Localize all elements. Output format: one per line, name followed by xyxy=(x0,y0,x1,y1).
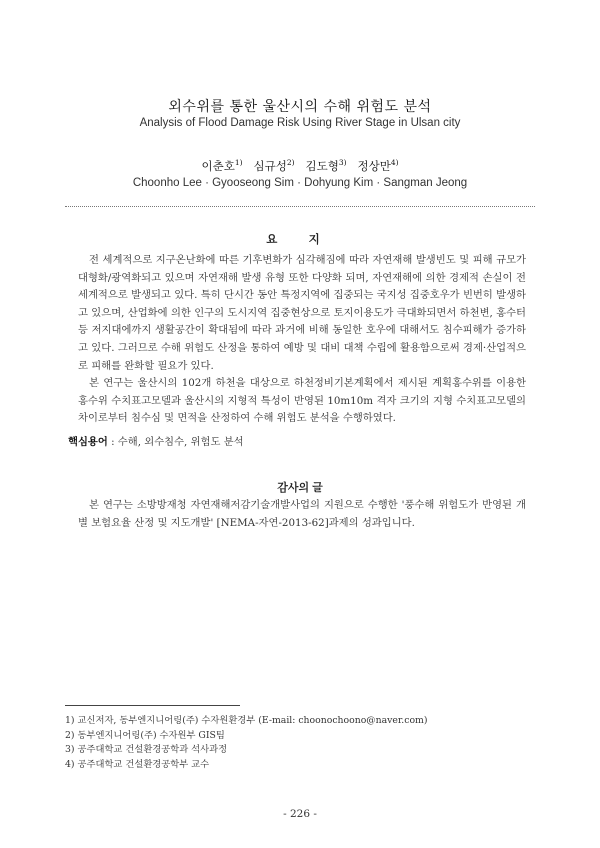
keywords-text: : 수해, 외수침수, 위험도 분석 xyxy=(107,436,244,448)
acknowledgment-heading: 감사의 글 xyxy=(277,482,323,494)
authors-english: Choonho Lee · Gyooseong Sim · Dohyung Kim · Sangman Jeong xyxy=(132,177,468,189)
footnotes xyxy=(65,714,535,772)
keywords xyxy=(68,433,528,448)
footnote: 2) 동부엔지니어링(주) 수자원부 GIS팀 xyxy=(65,729,225,741)
footnote: 1) 교신저자, 동부엔지니어링(주) 수자원환경부 (E-mail: choonochoono@naver.com) xyxy=(65,715,428,726)
author-mark: 4) xyxy=(390,158,399,168)
author-name: 김도형 xyxy=(305,159,339,173)
author-mark: 1) xyxy=(234,158,243,168)
acknowledgment-text: 본 연구는 소방방재청 자연재해저감기술개발사업의 지원으로 수행한 '풍수해 위험도가 반영된 개별 보험요율 산정 및 지도개발' [NEMA-자연-2013-62]과제의 성과입니다. xyxy=(78,499,526,529)
page-number: - 226 - xyxy=(283,808,317,820)
acknowledgment-body xyxy=(78,497,526,532)
abstract-paragraph: 전 세계적으로 지구온난화에 따른 기후변화가 심각해짐에 따라 자연재해 발생빈도 및 피해 규모가 대형화/광역화되고 있으며 자연재해 발생 유형 또한 다양화 되며, 자연재해에 의한 경제적 손실이 전 세계적으로 발생되고 있다. 특히 단시간 동안 특정지역에 집중되는 국지성 집중호우가 빈번히 발생하고 있으며, 산업화에 의한 인구의 도시지역 집중현상으로 토지이용도가 극대화되면서 하천변, 홍수터 등 저지대에까지 생활공간이 확대됨에 따라 과거에 비해 동일한 호우에 대해서도 침수피해가 증가하고 있다. 그러므로 수해 위험도 산정을 통하여 예방 및 대비 대책 수립에 활용함으로써 경제·산업적으로 피해를 완화할 필요가 있다. xyxy=(78,254,526,372)
paper-title-korean: 외수위를 통한 울산시의 수해 위험도 분석 xyxy=(168,99,432,115)
abstract-heading: 요 지 xyxy=(266,234,334,246)
author-mark: 2) xyxy=(286,158,295,168)
abstract-body xyxy=(78,252,526,428)
authors-korean xyxy=(0,158,600,174)
footnote: 3) 공주대학교 건설환경공학과 석사과정 xyxy=(65,744,228,756)
author-name: 정상만 xyxy=(357,159,391,173)
section-divider xyxy=(65,206,535,207)
keywords-label: 핵심용어 xyxy=(68,437,108,448)
footnote-rule xyxy=(65,705,240,706)
footnote: 4) 공주대학교 건설환경공학부 교수 xyxy=(65,758,210,770)
abstract-paragraph: 본 연구는 울산시의 102개 하천을 대상으로 하천정비기본계획에서 제시된 계획홍수위를 이용한 홍수위 수치표고모델과 울산시의 지형적 특성이 반영된 10m10m 격자 크기의 지형 수치표고모델의 차이로부터 침수심 및 면적을 산정하여 수해 위험도 분석을 수행하였다. xyxy=(78,377,526,425)
author-mark: 3) xyxy=(338,158,347,168)
author-name: 심규성 xyxy=(253,159,287,173)
author-name: 이춘호 xyxy=(201,159,235,173)
paper-title-english: Analysis of Flood Damage Risk Using River Stage in Ulsan city xyxy=(139,117,461,129)
